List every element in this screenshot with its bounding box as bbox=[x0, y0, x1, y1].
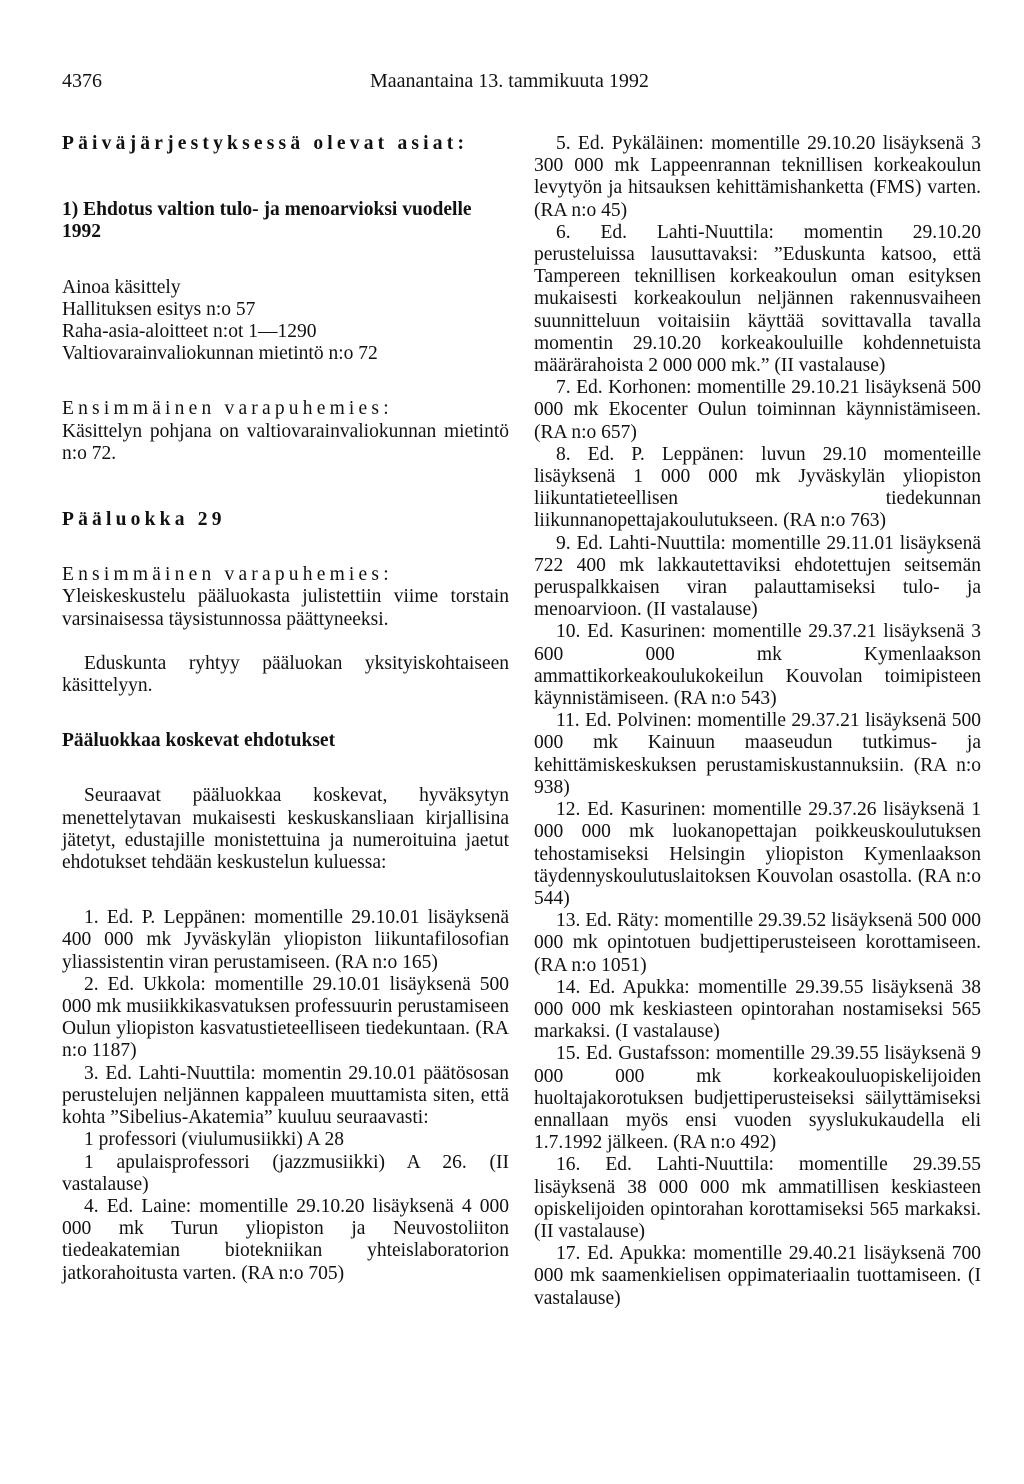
detail-line: Valtiovarainvaliokunnan mietintö n:o 72 bbox=[62, 343, 378, 365]
proposal-item: 12. Ed. Kasurinen: momentille 29.37.26 lisäyksenä 1 000 000 mk luokanopettajan poikkeuskoulutuksen tehostamiseksi Helsingin yliopiston Kymenlaakson täydennyskoulutuslaitoksen Kouvolan osastolla. (RA n:o 544) bbox=[534, 799, 981, 909]
proposal-item: 14. Ed. Apukka: momentille 29.39.55 lisäyksenä 38 000 000 mk keskiasteen opintorahan nostamiseksi 565 markaksi. (I vastalause) bbox=[534, 976, 981, 1043]
proposal-item: 8. Ed. P. Leppänen: luvun 29.10 momenteille lisäyksenä 1 000 000 mk Jyväskylän yliopiston liikuntatieteellisen tiedekunnan liikunnanopettajakoulutukseen. (RA n:o 763) bbox=[534, 443, 981, 532]
speaker-name: Ensimmäinen varapuhemies: bbox=[62, 398, 393, 420]
proposal-item: 16. Ed. Lahti-Nuuttila: momentille 29.39.55 lisäyksenä 38 000 000 mk ammatillisen keskiasteen opiskelijoiden opintorahan korottamiseksi 565 markaksi. (II vastalause) bbox=[534, 1154, 981, 1242]
detail-line: Ainoa käsittely bbox=[62, 276, 181, 298]
page-date: Maanantaina 13. tammikuuta 1992 bbox=[370, 70, 649, 92]
quote-line: 1 apulaisprofessori (jazzmusiikki) A 26. (II vastalause) bbox=[62, 1151, 509, 1195]
left-column bbox=[62, 133, 509, 1285]
speaker-name: Ensimmäinen varapuhemies: bbox=[62, 564, 393, 586]
item-title: 1) Ehdotus valtion tulo- ja menoarvioksi vuodelle 1992 bbox=[62, 199, 472, 243]
main-class-heading: Pääluokka 29 bbox=[62, 509, 226, 531]
proposal-item: 5. Ed. Pykäläinen: momentille 29.10.20 lisäyksenä 3 300 000 mk Lappeenrannan teknillisen korkeakoulun levytyön ja hitsauksen kehittämishanketta (FMS) varten. (RA n:o 45) bbox=[534, 133, 981, 221]
proposal-item: 17. Ed. Apukka: momentille 29.40.21 lisäyksenä 700 000 mk saamenkielisen oppimateriaalin tuottamiseen. (I vastalause) bbox=[534, 1243, 981, 1309]
subheading: Pääluokkaa koskevat ehdotukset bbox=[62, 730, 336, 752]
agenda-heading: Päiväjärjestyksessä olevat asiat: bbox=[62, 133, 469, 154]
proposal-item: 13. Ed. Räty: momentille 29.39.52 lisäyksenä 500 000 000 mk opintotuen budjettiperusteiseen korottamiseen. (RA n:o 1051) bbox=[534, 910, 981, 976]
proposal-item: 1. Ed. P. Leppänen: momentille 29.10.01 lisäyksenä 400 000 mk Jyväskylän yliopiston liikuntafilosofian yliassistentin viran perustamiseen. (RA n:o 165) bbox=[62, 907, 509, 973]
paragraph: Seuraavat pääluokkaa koskevat, hyväksytyn menettelytavan mukaisesti keskuskansliaan kirjallisina jätetyt, edustajille monistettuina ja numeroituina jaetut ehdotukset tehdään keskustelun kuluessa: bbox=[62, 785, 509, 874]
proposal-item: 10. Ed. Kasurinen: momentille 29.37.21 lisäyksenä 3 600 000 mk Kymenlaakson ammattikorkeakoulukokeilun Kouvolan toimipisteen käynnistämiseen. (RA n:o 543) bbox=[534, 621, 981, 710]
page-number: 4376 bbox=[62, 70, 102, 92]
proposal-item: 15. Ed. Gustafsson: momentille 29.39.55 lisäyksenä 9 000 000 mk korkeakouluopiskelijoiden huoltajakorotuksen budjettiperusteiseksi säilyttämiseksi ennallaan myös ensi vuoden syyslukukaudella eli 1.7.1992 jälkeen. (RA n:o 492) bbox=[534, 1043, 981, 1154]
detail-line: Hallituksen esitys n:o 57 bbox=[62, 298, 256, 320]
speaker-text: Käsittelyn pohjana on valtiovarainvaliokunnan mietintö n:o 72. bbox=[62, 420, 509, 464]
proposal-item: 7. Ed. Korhonen: momentille 29.10.21 lisäyksenä 500 000 mk Ekocenter Oulun toiminnan käynnistämiseen. (RA n:o 657) bbox=[534, 377, 981, 443]
proposal-item: 6. Ed. Lahti-Nuuttila: momentin 29.10.20 perusteluissa lausuttavaksi: ”Eduskunta katsoo, että Tampereen teknillisen korkeakoulun oman esityksen mukaisesti korkeakoulun neljännen rakennusvaiheen suunnitteluun voitaisiin käyttää sovittavalla tavalla momentin 29.10.20 korkeakouluille kohdennetuista määrärahoista 2 000 000 mk.” (II vastalause) bbox=[534, 221, 981, 377]
proposal-item: 3. Ed. Lahti-Nuuttila: momentin 29.10.01 päätösosan perustelujen neljännen kappaleen muuttamista siten, että kohta ”Sibelius-Akatemia” kuuluu seuraavasti: bbox=[62, 1062, 509, 1129]
proposal-item: 2. Ed. Ukkola: momentille 29.10.01 lisäyksenä 500 000 mk musiikkikasvatuksen professuurin perustamiseen Oulun yliopiston kasvatustieteelliseen tiedekuntaan. (RA n:o 1187) bbox=[62, 973, 509, 1062]
detail-line: Raha-asia-aloitteet n:ot 1—1290 bbox=[62, 321, 317, 343]
right-column bbox=[534, 133, 981, 1310]
proposal-item: 4. Ed. Laine: momentille 29.10.20 lisäyksenä 4 000 000 mk Turun yliopiston ja Neuvostoliiton tiedeakatemian biotekniikan yhteislaboratorion jatkorahoitusta varten. (RA n:o 705) bbox=[62, 1195, 509, 1284]
proposal-item: 11. Ed. Polvinen: momentille 29.37.21 lisäyksenä 500 000 mk Kainuun maaseudun tutkimus- ja kehittämiskeskuksen perustamiskustannuksiin. (RA n:o 938) bbox=[534, 710, 981, 798]
proposal-item: 9. Ed. Lahti-Nuuttila: momentille 29.11.01 lisäyksenä 722 400 mk lakkautettaviksi ehdotettujen seitsemän peruspalkkaisen viran palauttamiseksi tulo- ja menoarvioon. (II vastalause) bbox=[534, 532, 981, 621]
paragraph: Eduskunta ryhtyy pääluokan yksityiskohtaiseen käsittelyyn. bbox=[62, 652, 509, 697]
speaker-text: Yleiskeskustelu pääluokasta julistettiin viime torstain varsinaisessa täysistunnossa päättyneeksi. bbox=[62, 586, 509, 630]
quote-line: 1 professori (viulumusiikki) A 28 bbox=[84, 1129, 344, 1151]
